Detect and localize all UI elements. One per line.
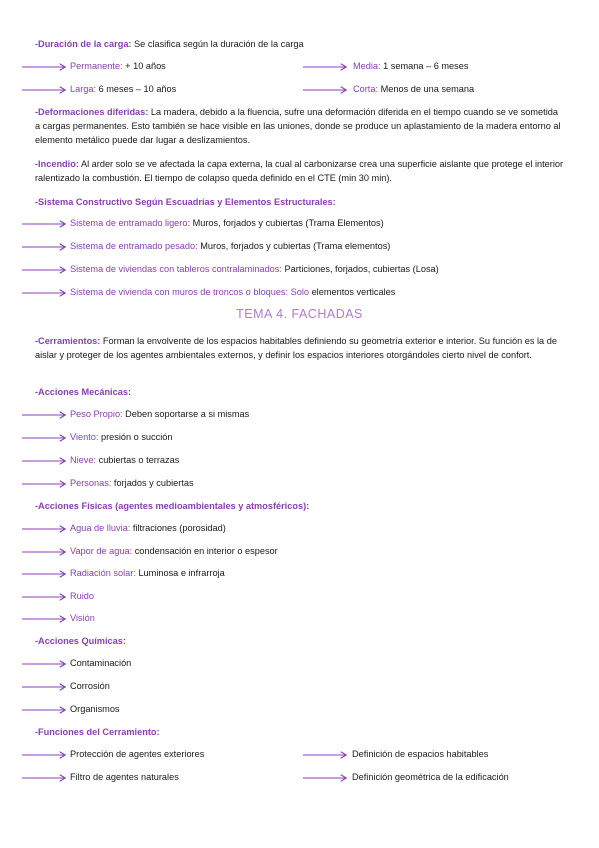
cerramientos-paragraph [35,334,565,362]
fisicas-item: Agua de lluvia: filtraciones (porosidad) [70,523,226,533]
arrow-icon [22,592,68,602]
arrow-icon [22,659,68,669]
mecanicas-item: Personas: forjados y cubiertas [70,478,194,488]
mecanicas-item: Nieve: cubiertas o terrazas [70,455,180,465]
cerramientos-text: Forman la envolvente de los espacios habitables definiendo su geometría exterior e interior. Su función es la de aislar y proteger de los agentes ambientales externos, y definir los espacios interiores otorgándoles cierto nivel de confort. [35,336,557,360]
carga-corta [353,83,474,95]
quimicas-item: Corrosión [70,681,110,691]
arrow-icon [22,288,68,298]
arrow-icon [22,242,68,252]
carga-section [35,38,304,50]
arrow-icon [22,219,68,229]
mecanicas-item: Viento: presión o succión [70,432,173,442]
fisicas-item: Visión [70,613,95,623]
funciones-item: Protección de agentes exteriores [70,749,205,759]
carga-media [353,60,468,72]
sistema-item: Sistema de entramado pesado: Muros, forjados y cubiertas (Trama elementos) [70,241,391,251]
arrow-icon [22,479,68,489]
arrow-icon [22,85,68,95]
funciones-item: Definición geométrica de la edificación [352,772,509,782]
quimicas-item: Contaminación [70,658,132,668]
quimicas-item: Organismos [70,704,120,714]
fisicas-item: Ruido [70,591,95,601]
arrow-icon [22,524,68,534]
funciones-item: Filtro de agentes naturales [70,772,179,782]
deformaciones-title: -Deformaciones diferidas: [35,107,149,117]
quimicas-title: -Acciones Químicas: [35,636,126,646]
cerramientos-title: -Cerramientos: [35,336,101,346]
mecanicas-item: Peso Propio: Deben soportarse a si mismas [70,409,250,419]
arrow-icon [303,750,349,760]
carga-title: -Duración de la carga: [35,39,132,49]
arrow-icon [22,569,68,579]
carga-media-key: Media: [353,61,381,71]
fisicas-item: Vapor de agua: condensación en interior o espesor [70,546,278,556]
carga-media-value: 1 semana – 6 meses [380,61,469,71]
carga-permanente-value: + 10 años [122,61,166,71]
deformaciones-text: La madera, debido a la fluencia, sufre una deformación diferida en el tiempo cuando se ve sometida a cargas permanentes. Esto también se hace visible en las uniones, donde se produce un aplastamiento de la madera entorno al elemento metálico puede dar lugar a deslizamientos. [35,107,561,145]
funciones-item: Definición de espacios habitables [352,749,489,759]
arrow-icon [303,62,349,72]
carga-corta-value: Menos de una semana [378,84,475,94]
arrow-icon [22,456,68,466]
arrow-icon [22,265,68,275]
mecanicas-title: -Acciones Mecánicas: [35,387,131,397]
carga-permanente-key: Permanente: [70,61,123,71]
arrow-icon [22,547,68,557]
carga-larga-key: Larga: [70,84,97,94]
arrow-icon [22,750,68,760]
arrow-icon [22,614,68,624]
sistema-item: Sistema de viviendas con tableros contralaminados: Particiones, forjados, cubiertas (Losa) [70,264,439,274]
arrow-icon [22,682,68,692]
carga-larga [70,83,176,95]
arrow-icon [22,773,68,783]
carga-intro: Se clasifica según la duración de la carga [131,39,304,49]
arrow-icon [22,410,68,420]
incendio-text: Al arder solo se ve afectada la capa externa, la cual al carbonizarse crea una superficie aislante que protege el interior ralentizado la combustión. El tiempo de colapso queda definido en el CTE (min 30 min). [35,159,564,183]
arrow-icon [22,62,68,72]
incendio-paragraph [35,157,565,185]
funciones-title: -Funciones del Cerramiento: [35,727,160,737]
sistema-title: -Sistema Constructivo Según Escuadrías y Elementos Estructurales: [35,197,336,207]
fisicas-item: Radiación solar: Luminosa e infrarroja [70,568,225,578]
sistema-item: Sistema de vivienda con muros de troncos o bloques: Solo elementos verticales [70,287,396,297]
carga-corta-key: Corta: [353,84,379,94]
carga-larga-value: 6 meses – 10 años [96,84,177,94]
arrow-icon [303,85,349,95]
arrow-icon [303,773,349,783]
sistema-item: Sistema de entramado ligero: Muros, forjados y cubiertas (Trama Elementos) [70,218,384,228]
arrow-icon [22,705,68,715]
deformaciones-paragraph [35,105,565,147]
fisicas-title: -Acciones Físicas (agentes medioambientales y atmosféricos): [35,501,310,511]
carga-permanente [70,60,166,72]
incendio-title: -Incendio: [35,159,79,169]
arrow-icon [22,433,68,443]
tema-heading: TEMA 4. FACHADAS [236,307,363,321]
